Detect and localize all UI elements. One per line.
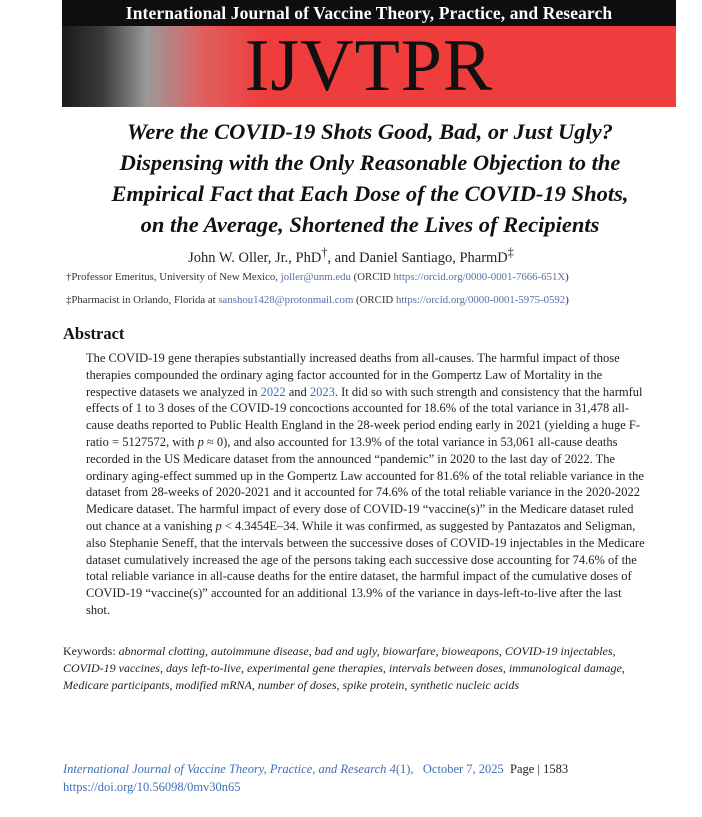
- orcid-prefix: (ORCID: [353, 294, 396, 306]
- footer-line-1: [63, 760, 663, 778]
- affiliation-suffix: ): [565, 294, 569, 306]
- email-link[interactable]: joller@unm.edu: [280, 271, 351, 283]
- title-line-4: on the Average, Shortened the Lives of Recipients: [140, 212, 600, 237]
- abstract-and: and: [285, 384, 310, 399]
- p-symbol: p: [197, 434, 204, 449]
- abstract-heading: Abstract: [63, 324, 125, 343]
- orcid-prefix: (ORCID: [350, 271, 394, 283]
- title-line-2: Dispensing with the Only Reasonable Objection to the: [119, 150, 621, 175]
- journal-banner: [62, 0, 676, 107]
- journal-name-bar: [62, 0, 676, 26]
- affiliation-mark: †: [66, 271, 72, 283]
- keywords-list: abnormal clotting, autoimmune disease, bad and ugly, biowarfare, bioweapons, COVID-19 injectables, COVID-19 vaccines, days left-to-live, experimental gene therapies, intervals between doses, immunological damage, Medicare participants, modified mRNA, number of doses, spike protein, synthetic nucleic acids: [63, 644, 625, 692]
- email-link[interactable]: sanshou1428@protonmail.com: [218, 294, 354, 306]
- affiliation-mark: ‡: [66, 294, 72, 306]
- affiliation-oller: [66, 271, 686, 283]
- author-santiago: Daniel Santiago, PharmD: [359, 249, 508, 266]
- footer-date: October 7, 2025: [422, 762, 504, 776]
- title-line-1: Were the COVID-19 Shots Good, Bad, or Just Ugly?: [127, 119, 613, 144]
- footer-issue: (1),: [395, 762, 414, 776]
- title-line-3: Empirical Fact that Each Dose of the COVID-19 Shots,: [111, 181, 629, 206]
- footer-volume: 4: [389, 762, 396, 776]
- author-santiago-mark: ‡: [507, 245, 514, 259]
- orcid-link[interactable]: https://orcid.org/0000-0001-5975-0592: [395, 294, 566, 306]
- keywords-block: Keywords: abnormal clotting, autoimmune disease, bad and ugly, biowarfare, bioweapons, COVID-19 injectables, COVID-19 vaccines, days left-to-live, experimental gene therapies, intervals between doses, immunological damage, Medicare participants, modified mRNA, number of doses, spike protein, synthetic nucleic acids: [63, 644, 625, 692]
- author-oller-mark: †: [321, 245, 328, 259]
- journal-name: International Journal of Vaccine Theory, Practice, and Research: [125, 3, 613, 23]
- abstract-part-3: ≈ 0), and also accounted for 13.9% of the total variance in 53,061 all-cause deaths recorded in the US Medicare dataset from the announced “pandemic” in 2020 to the last day of 2022. The ordinary aging-effect summed up in the Gompertz Law accounted for 81.6% of the total reliable variance in the dataset from 28-weeks of 2020-2021 and it accounted for 74.6% of the total reliable variance in the 2020-2022 Medicare dataset. The harmful impact of every dose of COVID-19 “vaccine(s)” in the Medicare dataset ruled out chance at a vanishing: [86, 434, 644, 533]
- keywords-label: Keywords: [63, 644, 113, 658]
- link-2023[interactable]: 2023: [309, 384, 335, 399]
- affiliation-text: Pharmacist in Orlando, Florida at: [71, 294, 219, 306]
- author-oller: John W. Oller, Jr., PhD: [188, 249, 322, 266]
- abstract-part-4: < 4.3454E–34. While it was confirmed, as suggested by Pantazatos and Seligman, also Stephanie Seneff, that the intervals between the successive doses of COVID-19 injectables in the Medicare dataset cumulatively increased the age of the persons taking each successive dose accounting for 74.6% of the total reliable variance in all-cause deaths for the entire dataset, the harmful impact of the cumulative doses of COVID-19 “vaccine(s)” accounted for an additional 13.9% of the variance in days-left-to-live after the last shot.: [86, 518, 645, 617]
- link-2022[interactable]: 2022: [260, 384, 286, 399]
- page-footer: [63, 760, 663, 796]
- footer-page: Page | 1583: [510, 762, 569, 776]
- affiliation-santiago: [66, 294, 686, 306]
- abstract-part-1: The COVID-19 gene therapies substantially increased deaths from all-causes. The harmful impact of those therapies compounded the ordinary aging factor accounted for in the Gompertz Law of Mortality in the respective datasets we analyzed in: [86, 351, 620, 399]
- doi-link[interactable]: https://doi.org/10.56098/0mv30n65: [63, 780, 241, 794]
- paper-title: [75, 116, 665, 240]
- journal-logo: IJVTPR: [244, 25, 494, 107]
- footer-journal: International Journal of Vaccine Theory, Practice, and Research: [63, 762, 387, 776]
- footer-line-2: [63, 778, 663, 796]
- affiliation-suffix: ): [565, 271, 569, 283]
- abstract-body: [86, 350, 646, 619]
- orcid-link[interactable]: https://orcid.org/0000-0001-7666-651X: [393, 271, 566, 283]
- journal-logo-band: [62, 26, 676, 107]
- affiliation-text: Professor Emeritus, University of New Mexico,: [71, 271, 281, 283]
- author-joiner: , and: [327, 249, 360, 266]
- p-symbol: p: [215, 518, 222, 533]
- abstract-part-2: . It did so with such strength and consistency that the harmful effects of 1 to 3 doses of the COVID-19 concoctions accounted for 18.6% of the total variance in 31,478 all-cause deaths reported to Public Health England in the 28-week period ending early in 2021 (yielding a huge F-ratio = 5127572, with: [86, 384, 643, 449]
- author-line: [0, 245, 702, 267]
